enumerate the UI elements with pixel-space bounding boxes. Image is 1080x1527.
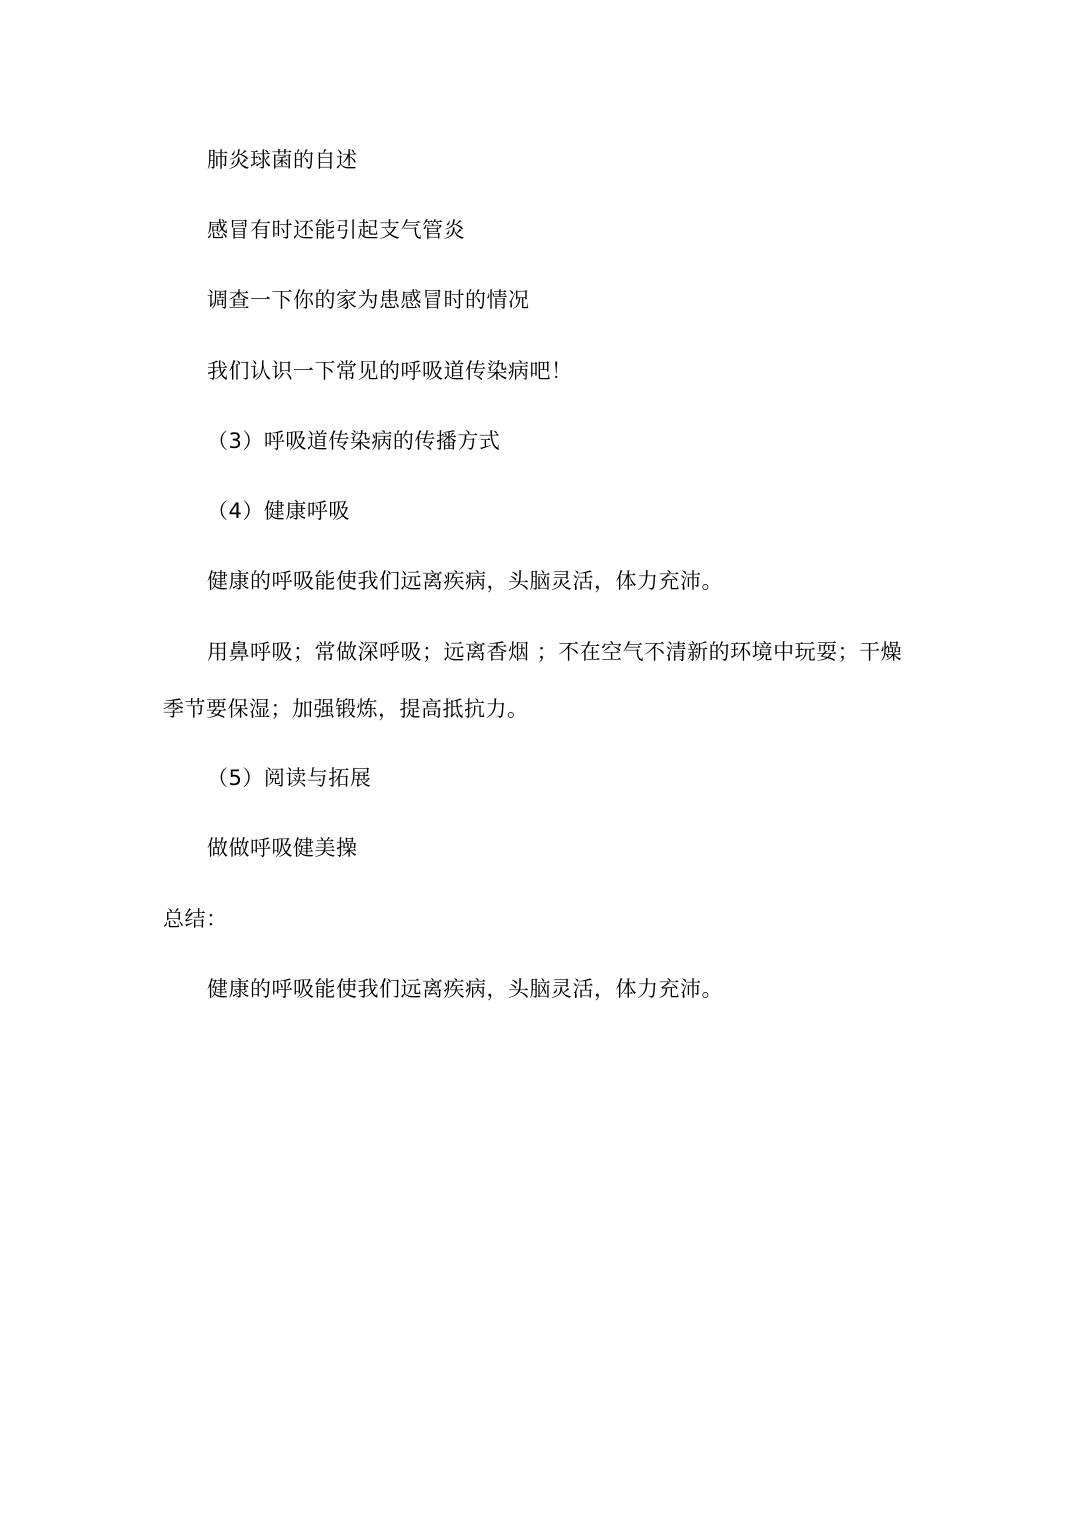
heading-reading-extension: （5）阅读与拓展: [207, 766, 372, 790]
paragraph-breathing-tips-line-1: 用鼻呼吸；常做深呼吸；远离香烟 ；不在空气不清新的环境中玩耍；干燥: [207, 640, 903, 664]
paragraph-common-respiratory-diseases: 我们认识一下常见的呼吸道传染病吧！: [207, 359, 573, 383]
paragraph-cold-bronchitis: 感冒有时还能引起支气管炎: [207, 218, 465, 242]
heading-summary: 总结：: [163, 907, 228, 931]
paragraph-breathing-exercises: 做做呼吸健美操: [207, 836, 358, 860]
paragraph-family-cold-survey: 调查一下你的家为患感冒时的情况: [207, 288, 530, 312]
paragraph-breathing-tips-line-2: 季节要保湿；加强锻炼，提高抵抗力。: [163, 697, 529, 721]
paragraph-pneumococcus-self-description: 肺炎球菌的自述: [207, 148, 358, 172]
paragraph-summary-text: 健康的呼吸能使我们远离疾病，头脑灵活，体力充沛。: [207, 977, 723, 1001]
paragraph-healthy-breathing-benefits: 健康的呼吸能使我们远离疾病，头脑灵活，体力充沛。: [207, 569, 723, 593]
heading-transmission-methods: （3）呼吸道传染病的传播方式: [207, 429, 501, 453]
heading-healthy-breathing: （4）健康呼吸: [207, 499, 350, 523]
